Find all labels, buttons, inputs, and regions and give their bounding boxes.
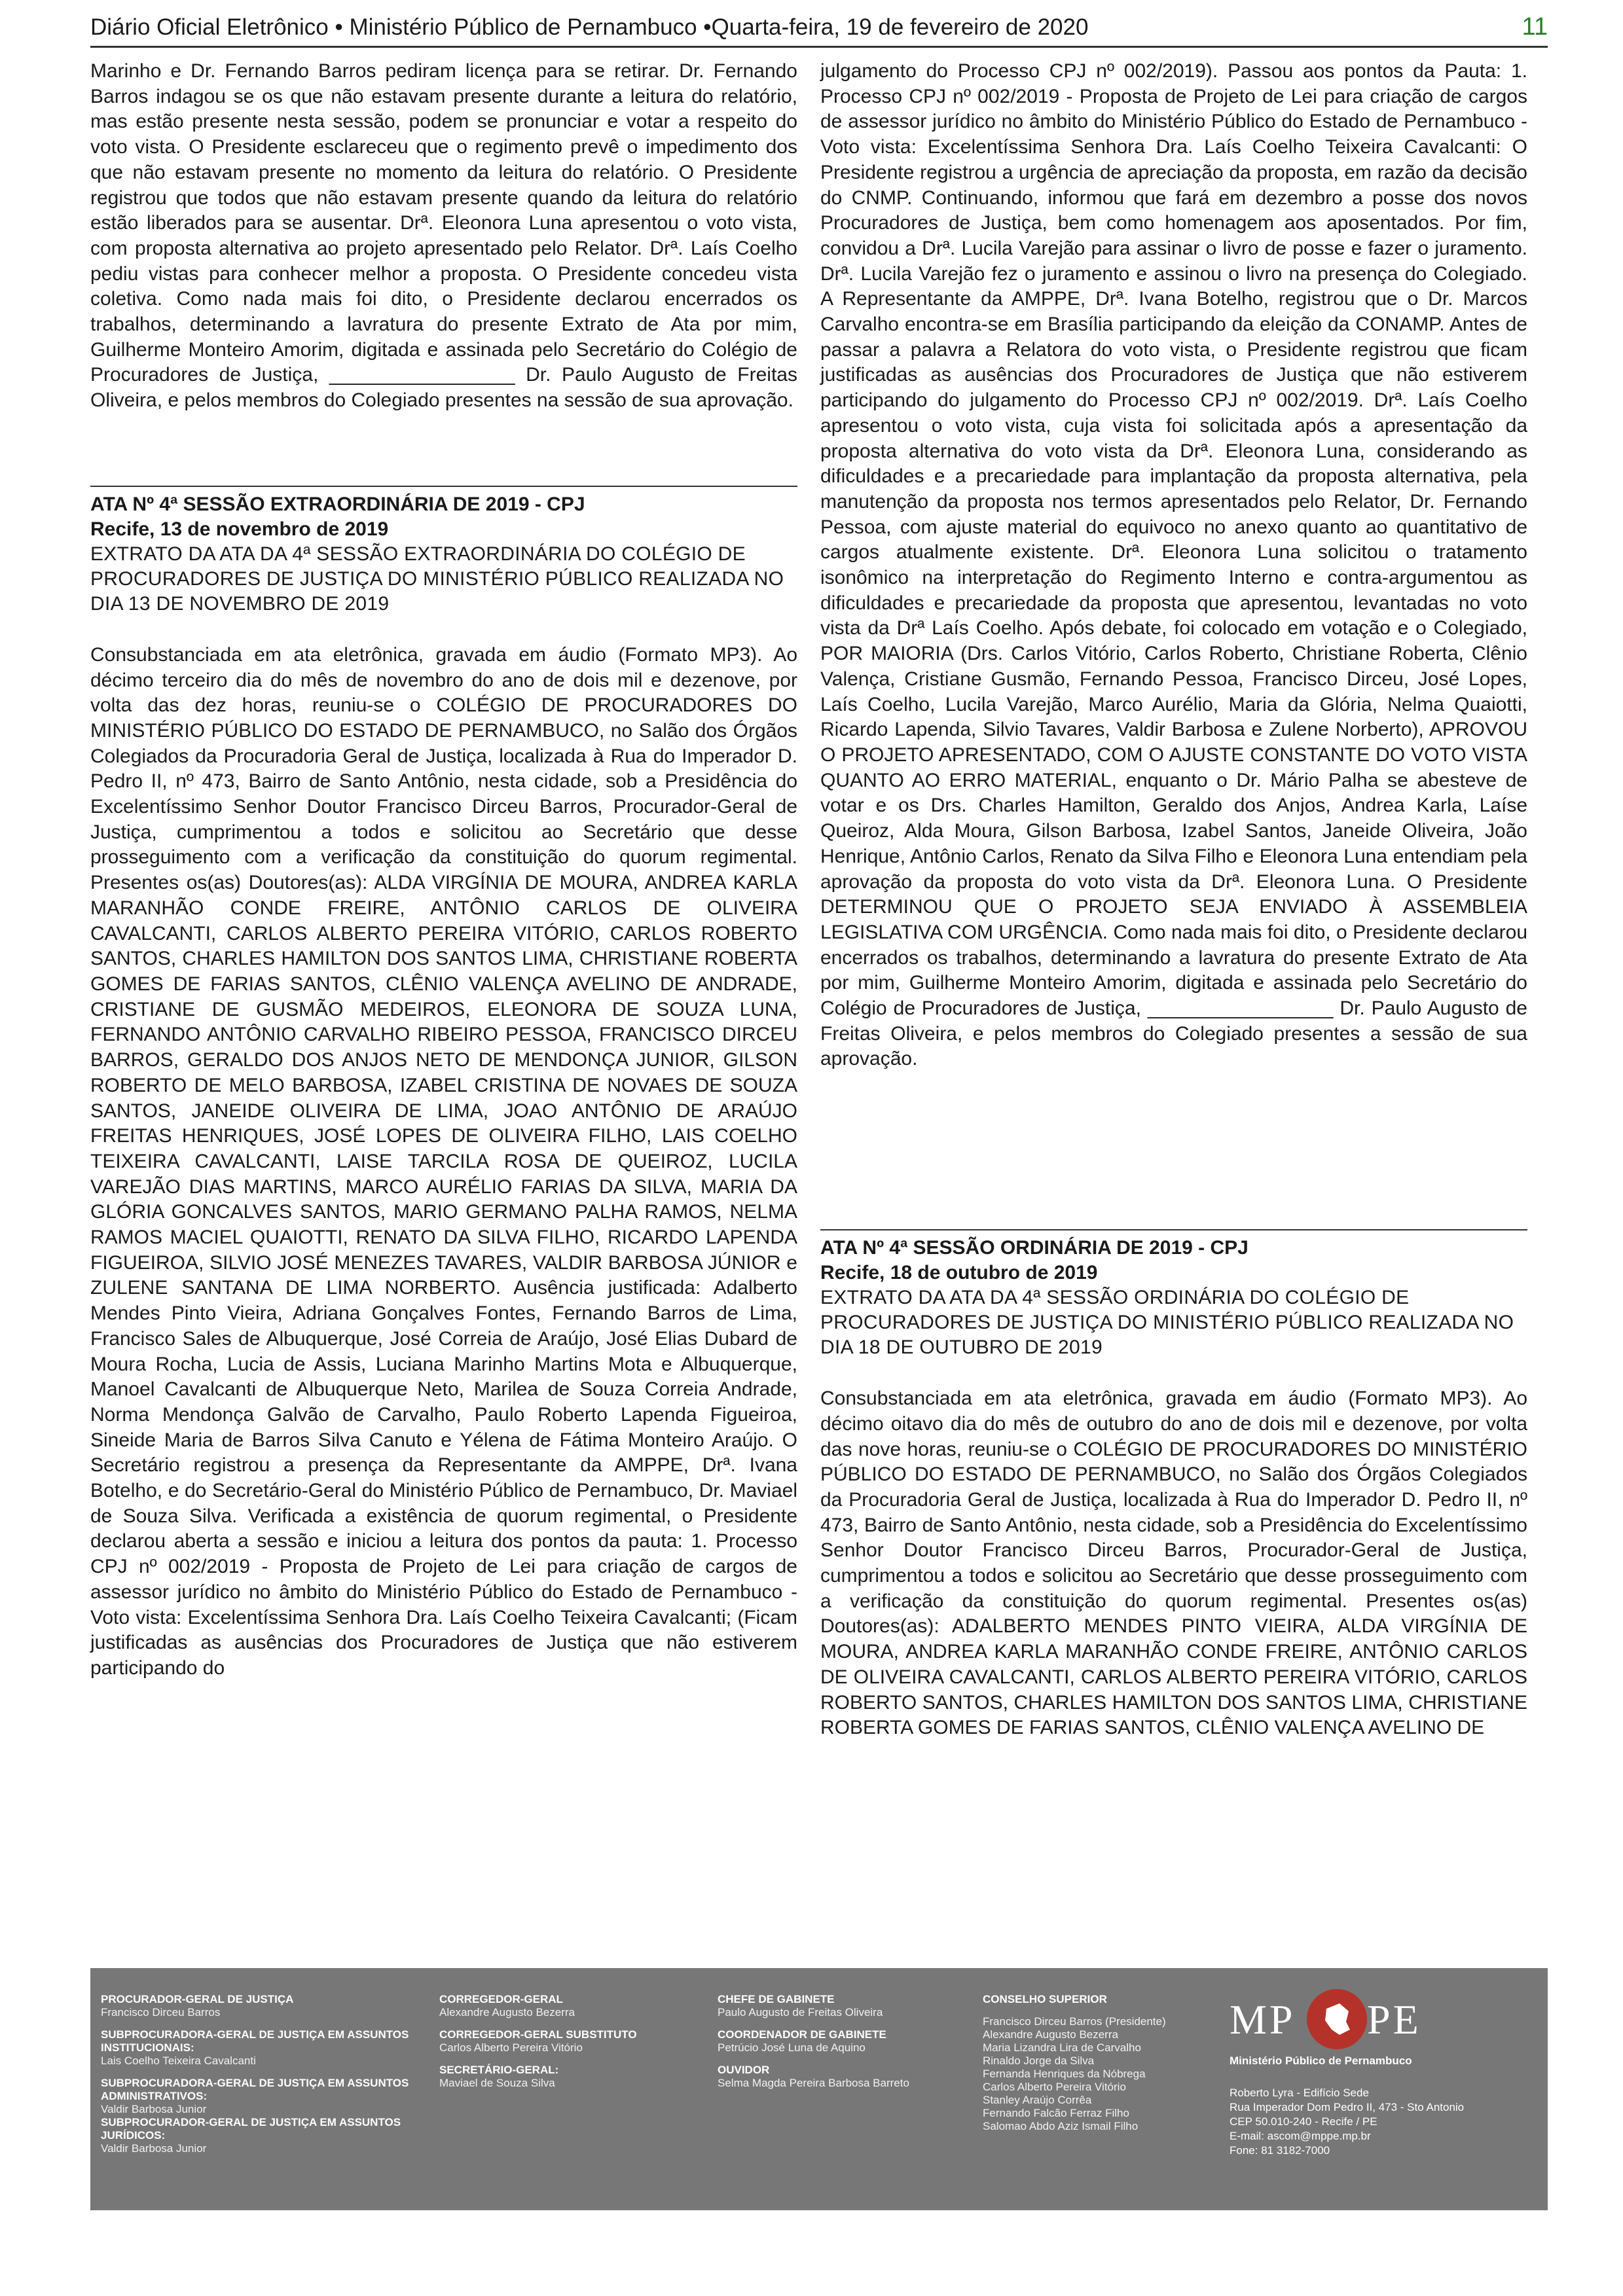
footer-label: PROCURADOR-GERAL DE JUSTIÇA	[101, 1993, 294, 2005]
right-section-divider	[820, 1229, 1527, 1230]
right-ata-extrato: EXTRATO DA ATA DA 4ª SESSÃO ORDINÁRIA DO COLÉGIO DE PROCURADORES DE JUSTIÇA DO MINISTÉRIO PÚBLICO REALIZADA NO DIA 18 DE OUTUBRO DE 2019	[820, 1287, 1514, 1359]
logo-pe-text: PE	[1367, 1996, 1421, 2043]
footer-label: OUVIDOR	[718, 2064, 770, 2076]
right-ata-title: ATA Nº 4ª SESSÃO ORDINÁRIA DE 2019 - CPJ	[820, 1237, 1249, 1259]
footer-name: Alexandre Augusto Bezerra	[439, 2006, 575, 2018]
contact-line: Rua Imperador Dom Pedro II, 473 - Sto Antonio	[1230, 2101, 1465, 2113]
logo-caption: Ministério Público de Pernambuco	[1230, 2054, 1412, 2067]
footer-label: CORREGEDOR-GERAL SUBSTITUTO	[439, 2028, 637, 2041]
header-title: Diário Oficial Eletrônico • Ministério Público de Pernambuco •Quarta-feira, 19 de fevereiro de 2020	[90, 14, 1089, 40]
footer-label: SUBPROCURADORA-GERAL DE JUSTIÇA EM ASSUNTOS ADMINISTRATIVOS:	[101, 2077, 409, 2102]
mppe-logo	[1230, 1989, 1452, 2068]
footer-col-corregedoria	[439, 1993, 714, 2099]
footer-label: SECRETÁRIO-GERAL:	[439, 2064, 559, 2076]
council-member: Maria Lizandra Lira de Carvalho	[983, 2041, 1141, 2054]
contact-line: Fone: 81 3182-7000	[1230, 2144, 1330, 2157]
footer-label: CORREGEDOR-GERAL	[439, 1993, 563, 2005]
council-member: Stanley Araújo Corrêa	[983, 2094, 1092, 2106]
left-ata-body: Consubstanciada em ata eletrônica, gravada em áudio (Formato MP3). Ao décimo terceiro dia do mês de novembro do ano de dois mil e dezenove, por volta das dez horas, reuniu-se o COLÉGIO DE PROCURADORES DO MINISTÉRIO PÚBLICO DO ESTADO DE PERNAMBUCO, no Salão dos Órgãos Colegiados da Procuradoria Geral de Justiça, localizada à Rua do Imperador D. Pedro II, nº 473, Bairro de Santo Antônio, nesta cidade, sob a Presidência do Excelentíssimo Senhor Doutor Francisco Dirceu Barros, Procurador-Geral de Justiça, cumprimentou a todos e solicitou ao Secretário que desse prosseguimento com a verificação da constituição do quorum regimental. Presentes os(as) Doutores(as): ALDA VIRGÍNIA DE MOURA, ANDREA KARLA MARANHÃO CONDE FREIRE, ANTÔNIO CARLOS DE OLIVEIRA CAVALCANTI, CARLOS ALBERTO PEREIRA VITÓRIO, CARLOS ROBERTO SANTOS, CHARLES HAMILTON DOS SANTOS LIMA, CHRISTIANE ROBERTA GOMES DE FARIAS SANTOS, CLÊNIO VALENÇA AVELINO DE ANDRADE, CRISTIANE DE GUSMÃO MEDEIROS, ELEONORA DE SOUZA LUNA, FERNANDO ANTÔNIO CARVALHO RIBEIRO PESSOA, FRANCISCO DIRCEU BARROS, GERALDO DOS ANJOS NETO DE MENDONÇA JUNIOR, GILSON ROBERTO DE MELO BARBOSA, IZABEL CRISTINA DE NOVAES DE SOUZA SANTOS, JANEIDE OLIVEIRA DE LIMA, JOAO ANTÔNIO DE ARAÚJO FREITAS HENRIQUES, JOSÉ LOPES DE OLIVEIRA FILHO, LAIS COELHO TEIXEIRA CAVALCANTI, LAISE TARCILA ROSA DE QUEIROZ, LUCILA VAREJÃO DIAS MARTINS, MARCO AURÉLIO FARIAS DA SILVA, MARIA DA GLÓRIA GONCALVES SANTOS, MARIO GERMANO PALHA RAMOS, NELMA RAMOS MACIEL QUAIOTTI, RENATO DA SILVA FILHO, RICARDO LAPENDA FIGUEIROA, SILVIO JOSÉ MENEZES TAVARES, VALDIR BARBOSA JÚNIOR e ZULENE SANTANA DE LIMA NORBERTO. Ausência justificada: Adalberto Mendes Pinto Vieira, Adriana Gonçalves Fontes, Fernando Barros de Lima, Francisco Sales de Albuquerque, José Correia de Araújo, José Elias Dubard de Moura Rocha, Lucia de Assis, Luciana Marinho Martins Mota e Albuquerque, Manoel Cavalcanti de Albuquerque Neto, Marilea de Souza Correia Andrade, Norma Mendonça Galvão de Carvalho, Paulo Roberto Lapenda Figueiroa, Sineide Maria de Barros Silva Canuto e Yélena de Fátima Monteiro Araújo. O Secretário registrou a presença da Representante da AMPPE, Drª. Ivana Botelho, e do Secretário-Geral do Ministério Público de Pernambuco, Dr. Maviael de Souza Silva. Verificada a existência de quorum regimental, o Presidente declarou aberta a sessão e iniciou a leitura dos pontos da pauta: 1. Processo CPJ nº 002/2019 - Proposta de Projeto de Lei para criação de cargos de assessor jurídico no âmbito do Ministério Público do Estado de Pernambuco - Voto vista: Excelentíssima Senhora Dra. Laís Coelho Teixeira Cavalcanti; (Ficam justificadas as ausências dos Procuradores de Justiça que não estiverem participando do	[90, 643, 797, 1679]
contact-line: CEP 50.010-240 - Recife / PE	[1230, 2115, 1377, 2128]
council-member: Fernanda Henriques da Nóbrega	[983, 2068, 1146, 2080]
contact-info	[1230, 2086, 1464, 2158]
left-ata-date: Recife, 13 de novembro de 2019	[90, 518, 389, 540]
contact-line: Roberto Lyra - Edifício Sede	[1230, 2087, 1369, 2099]
council-member: Rinaldo Jorge da Silva	[983, 2054, 1095, 2067]
council-member: Alexandre Augusto Bezerra	[983, 2028, 1118, 2041]
left-ata-title: ATA Nº 4ª SESSÃO EXTRAORDINÁRIA DE 2019 - CPJ	[90, 493, 585, 515]
contact-line: E-mail: ascom@mppe.mp.br	[1230, 2130, 1371, 2142]
footer-label: SUBPROCURADOR-GERAL DE JUSTIÇA EM ASSUNTOS JURÍDICOS:	[101, 2116, 401, 2142]
seal-icon	[1307, 1989, 1367, 2049]
footer-name: Paulo Augusto de Freitas Oliveira	[718, 2006, 883, 2018]
footer-name: Francisco Dirceu Barros	[101, 2006, 221, 2018]
council-member: Salomao Abdo Aziz Ismail Filho	[983, 2120, 1139, 2132]
page-number: 11	[1522, 13, 1548, 41]
footer-name: Lais Coelho Teixeira Cavalcanti	[101, 2054, 256, 2067]
page-footer	[90, 1968, 1548, 2210]
left-continuation-text: Marinho e Dr. Fernando Barros pediram licença para se retirar. Dr. Fernando Barros indagou se os que não estavam presente durante a leitura do relatório, mas estão presente nesta sessão, podem se pronunciar e votar a respeito do voto vista. O Presidente esclareceu que o regimento prevê o impedimento dos que não estavam presente no momento da leitura do relatório. O Presidente registrou que todos que não estavam presente quando da leitura do relatório estão liberados para se ausentar. Drª. Eleonora Luna apresentou o voto vista, com proposta alternativa ao projeto apresentado pelo Relator. Drª. Laís Coelho pediu vistas para conhecer melhor a proposta. O Presidente concedeu vista coletiva. Como nada mais foi dito, o Presidente declarou encerrados os trabalhos, determinando a lavratura do presente Extrato de Ata por mim, Guilherme Monteiro Amorim, digitada e assinada pelo Secretário do Colégio de Procuradores de Justiça, _________________ Dr. Paulo Augusto de Freitas Oliveira, e pelos membros do Colegiado presentes na sessão de sua aprovação.	[90, 60, 797, 412]
right-column	[820, 59, 1527, 1937]
right-ata-date: Recife, 18 de outubro de 2019	[820, 1262, 1098, 1284]
footer-name: Valdir Barbosa Junior	[101, 2142, 207, 2155]
footer-col-leadership	[101, 1993, 441, 2164]
council-member: Fernando Falcão Ferraz Filho	[983, 2107, 1129, 2119]
footer-label: CHEFE DE GABINETE	[718, 1993, 835, 2005]
page-header	[90, 9, 1548, 48]
footer-label: COORDENADOR DE GABINETE	[718, 2028, 886, 2041]
footer-col-conselho	[983, 1993, 1258, 2133]
footer-name: Valdir Barbosa Junior	[101, 2103, 207, 2115]
council-member: Francisco Dirceu Barros (Presidente)	[983, 2015, 1166, 2028]
right-continuation-text: julgamento do Processo CPJ nº 002/2019). Passou aos pontos da Pauta: 1. Processo CPJ nº 002/2019 - Proposta de Projeto de Lei para criação de cargos de assessor jurídico no âmbito do Ministério Público do Estado de Pernambuco - Voto vista: Excelentíssima Senhora Dra. Laís Coelho Teixeira Cavalcanti: O Presidente registrou a urgência de apreciação da proposta, em razão da decisão do CNMP. Continuando, informou que fará em dezembro a posse dos novos Procuradores de Justiça, bem como homenagem aos aposentados. Por fim, convidou a Drª. Lucila Varejão para assinar o livro de posse e fazer o juramento. Drª. Lucila Varejão fez o juramento e assinou o livro na presença do Colegiado. A Representante da AMPPE, Drª. Ivana Botelho, registrou que o Dr. Marcos Carvalho encontra-se em Brasília participando da eleição da CONAMP. Antes de passar a palavra a Relatora do voto vista, o Presidente registrou que ficam justificadas as ausências dos Procuradores de Justiça que não estiverem participando do julgamento do Processo CPJ nº 002/2019. Drª. Laís Coelho apresentou o voto vista, cuja vista foi solicitada após a apresentação da proposta alternativa do voto vista da Drª. Eleonora Luna, considerando as dificuldades e a precariedade para implantação da proposta alternativa, pela manutenção da proposta nos termos apresentados pelo Relator, Dr. Fernando Pessoa, com ajuste material do equivoco no anexo quanto ao quantitativo de cargos atualmente existente. Drª. Eleonora Luna solicitou o tratamento isonômico na interpretação do Regimento Interno e contra-argumentou as dificuldades e precariedade da proposta que apresentou, levantadas no voto vista da Drª Laís Coelho. Após debate, foi colocado em votação e o Colegiado, POR MAIORIA (Drs. Carlos Vitório, Carlos Roberto, Christiane Roberta, Clênio Valença, Cristiane Gusmão, Fernando Pessoa, Francisco Dirceu, José Lopes, Laís Coelho, Lucila Varejão, Marco Aurélio, Maria da Glória, Nelma Quaiotti, Ricardo Lapenda, Silvio Tavares, Valdir Barbosa e Zulene Norberto), APROVOU O PROJETO APRESENTADO, COM O AJUSTE CONSTANTE DO VOTO VISTA QUANTO AO ERRO MATERIAL, enquanto o Dr. Mário Palha se abesteve de votar e os Drs. Charles Hamilton, Geraldo dos Anjos, Andrea Karla, Laíse Queiroz, Alda Moura, Gilson Barbosa, Izabel Santos, Janeide Oliveira, João Henrique, Antônio Carlos, Renato da Silva Filho e Eleonora Luna entendiam pela aprovação da proposta do voto vista da Drª. Eleonora Luna. O Presidente DETERMINOU QUE O PROJETO SEJA ENVIADO À ASSEMBLEIA LEGISLATIVA COM URGÊNCIA. Como nada mais foi dito, o Presidente declarou encerrados os trabalhos, determinando a lavratura do presente Extrato de Ata por mim, Guilherme Monteiro Amorim, digitada e assinada pelo Secretário do Colégio de Procuradores de Justiça, _________________ Dr. Paulo Augusto de Freitas Oliveira, e pelos membros do Colegiado presentes a sessão de sua aprovação.	[820, 60, 1527, 1070]
right-ata-body: Consubstanciada em ata eletrônica, gravada em áudio (Formato MP3). Ao décimo oitavo dia do mês de outubro do ano de dois mil e dezenove, por volta das nove horas, reuniu-se o COLÉGIO DE PROCURADORES DO MINISTÉRIO PÚBLICO DO ESTADO DE PERNAMBUCO, no Salão dos Órgãos Colegiados da Procuradoria Geral de Justiça, localizada à Rua do Imperador D. Pedro II, nº 473, Bairro de Santo Antônio, nesta cidade, sob a Presidência do Excelentíssimo Senhor Doutor Francisco Dirceu Barros, Procurador-Geral de Justiça, cumprimentou a todos e solicitou ao Secretário que desse prosseguimento com a verificação da constituição do quorum regimental. Presentes os(as) Doutores(as): ADALBERTO MENDES PINTO VIEIRA, ALDA VIRGÍNIA DE MOURA, ANDREA KARLA MARANHÃO CONDE FREIRE, ANTÔNIO CARLOS DE OLIVEIRA CAVALCANTI, CARLOS ALBERTO PEREIRA VITÓRIO, CARLOS ROBERTO SANTOS, CHARLES HAMILTON DOS SANTOS LIMA, CHRISTIANE ROBERTA GOMES DE FARIAS SANTOS, CLÊNIO VALENÇA AVELINO DE	[820, 1388, 1527, 1739]
left-column	[90, 59, 797, 1937]
logo-mp-text: MP	[1230, 1996, 1296, 2043]
council-member: Carlos Alberto Pereira Vitório	[983, 2081, 1126, 2093]
footer-name: Petrúcio José Luna de Aquino	[718, 2041, 866, 2054]
footer-col-gabinete	[718, 1993, 993, 2099]
footer-name: Carlos Alberto Pereira Vitório	[439, 2041, 583, 2054]
left-ata-extrato: EXTRATO DA ATA DA 4ª SESSÃO EXTRAORDINÁRIA DO COLÉGIO DE PROCURADORES DE JUSTIÇA DO MINISTÉRIO PÚBLICO REALIZADA NO DIA 13 DE NOVEMBRO DE 2019	[90, 543, 784, 615]
footer-name: Maviael de Souza Silva	[439, 2077, 555, 2089]
footer-label: CONSELHO SUPERIOR	[983, 1993, 1107, 2005]
footer-name: Selma Magda Pereira Barbosa Barreto	[718, 2077, 909, 2089]
footer-label: SUBPROCURADORA-GERAL DE JUSTIÇA EM ASSUNTOS INSTITUCIONAIS:	[101, 2028, 409, 2054]
left-section-divider	[90, 486, 797, 487]
